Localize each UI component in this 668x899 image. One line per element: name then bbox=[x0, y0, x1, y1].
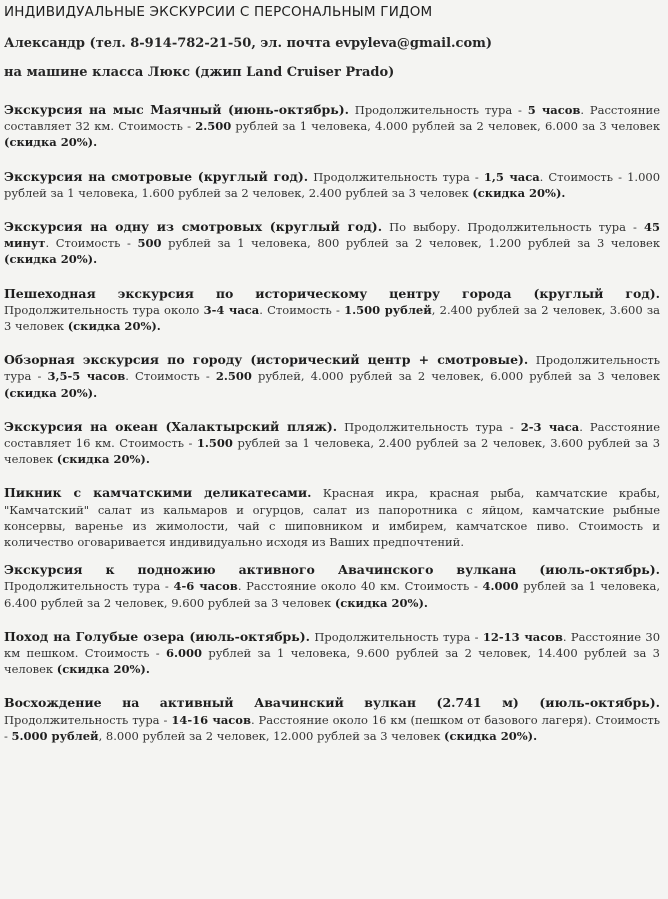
tour-item bbox=[4, 562, 660, 611]
tour-item bbox=[4, 352, 660, 401]
tour-name: Экскурсия к подножию активного Авачинского вулкана (июль-октябрь). bbox=[4, 562, 660, 578]
tour-item bbox=[4, 219, 660, 268]
tour-name: Обзорная экскурсия по городу (исторический центр + смотровые). bbox=[4, 352, 529, 368]
tour-price-rest: рублей за 1 человека, 4.000 рублей за 2 человек, 6.000 за 3 человек bbox=[235, 119, 661, 134]
tour-distance: . Расстояние около 40 км. Стоимость - bbox=[237, 579, 478, 594]
tour-item bbox=[4, 102, 660, 151]
tour-duration-label: Продолжительность тура - bbox=[4, 353, 661, 384]
tour-distance: . Расстояние 30 км пешком. Стоимость - bbox=[4, 629, 661, 661]
tour-distance: . Расстояние составляет 32 км. Стоимость - bbox=[4, 103, 661, 134]
tour-price-rest: 1.000 рублей за 1 человека, 1.600 рублей за 2 человек, 2.400 рублей за 3 человек bbox=[4, 169, 661, 200]
tour-duration-label: Продолжительность тура - bbox=[314, 629, 479, 644]
tour-duration: 2-3 часа bbox=[520, 419, 580, 434]
tour-name: Экскурсия на смотровые (круглый год). bbox=[4, 168, 309, 184]
document-title: ИНДИВИДУАЛЬНЫЕ ЭКСКУРСИИ С ПЕРСОНАЛЬНЫМ ГИДОМ bbox=[4, 4, 433, 20]
tour-duration-label: Продолжительность тура около bbox=[4, 302, 200, 317]
tour-discount: (скидка 20%). bbox=[4, 252, 98, 267]
tour-name: Экскурсия на одну из смотровых (круглый год). bbox=[4, 219, 383, 235]
tour-price: 1.500 bbox=[196, 436, 233, 451]
tour-duration-label: Продолжительность тура - bbox=[344, 419, 514, 434]
tour-price: 500 bbox=[137, 236, 162, 251]
tour-distance: . Стоимость - bbox=[539, 169, 623, 184]
tour-price-rest: , 8.000 рублей за 2 человек, 12.000 рублей за 3 человек bbox=[98, 728, 441, 743]
tour-discount: (скидка 20%). bbox=[56, 662, 150, 677]
tour-duration-label: Продолжительность тура - bbox=[313, 169, 479, 184]
tour-price-rest: рублей за 1 человека, 6.400 рублей за 2 человек, 9.600 рублей за 3 человек bbox=[4, 579, 661, 610]
tour-distance: . Стоимость - bbox=[125, 369, 210, 384]
tour-duration: 14-16 часов bbox=[171, 712, 251, 727]
picnic-name: Пикник с камчатскими деликатесами. bbox=[4, 485, 312, 501]
tour-price: 1.500 рублей bbox=[344, 302, 432, 317]
guide-contact: Александр (тел. 8-914-782-21-50, эл. почта evpyleva@gmail.com) bbox=[4, 36, 493, 51]
tour-discount: (скидка 20%). bbox=[4, 135, 98, 150]
tour-duration: 3-4 часа bbox=[203, 302, 260, 317]
tour-name: Восхождение на активный Авачинский вулкан (2.741 м) (июль-октябрь). bbox=[4, 695, 660, 711]
tour-discount: (скидка 20%). bbox=[4, 385, 98, 400]
tour-name: Экскурсия на мыс Маячный (июнь-октябрь). bbox=[4, 102, 349, 117]
tour-price-rest: рублей за 1 человека, 800 рублей за 2 человек, 1.200 рублей за 3 человек bbox=[168, 236, 661, 251]
tour-discount: (скидка 20%). bbox=[472, 185, 566, 200]
tour-name: Экскурсия на океан (Халактырский пляж). bbox=[4, 418, 338, 434]
tour-price-rest: , 2.400 рублей за 2 человек, 3.600 за 3 человек bbox=[4, 302, 661, 334]
tour-name: Пешеходная экскурсия по историческому центру города (круглый год). bbox=[4, 285, 660, 301]
tour-discount: (скидка 20%). bbox=[334, 595, 428, 610]
tour-discount: (скидка 20%). bbox=[56, 452, 150, 467]
tour-duration: 1,5 часа bbox=[483, 169, 540, 184]
tour-price-rest: рублей за 1 человека, 2.400 рублей за 2 человек, 3.600 рублей за 3 человек bbox=[4, 436, 661, 467]
tour-item bbox=[4, 419, 660, 468]
tour-discount: (скидка 20%). bbox=[67, 319, 161, 334]
tour-distance: . Расстояние около 16 км (пешком от базового лагеря). Стоимость - bbox=[4, 712, 661, 743]
tour-price-rest: рублей, 4.000 рублей за 2 человек, 6.000 рублей за 3 человек bbox=[258, 369, 661, 384]
tour-name: Поход на Голубые озера (июль-октябрь). bbox=[4, 628, 311, 644]
tour-duration: 5 часов bbox=[527, 103, 581, 117]
tour-duration-label: По выбору. Продолжительность тура - bbox=[389, 220, 637, 235]
tour-item bbox=[4, 629, 660, 678]
car-info: на машине класса Люкс (джип Land Cruiser Prado) bbox=[4, 65, 395, 80]
tour-price-rest: рублей за 1 человека, 9.600 рублей за 2 человек, 14.400 рублей за 3 человек bbox=[4, 646, 660, 677]
tour-price: 2.500 bbox=[195, 119, 232, 134]
tour-price: 6.000 bbox=[166, 646, 203, 661]
tour-item bbox=[4, 286, 660, 335]
tour-discount: (скидка 20%). bbox=[444, 728, 538, 743]
tour-distance: . Расстояние составляет 16 км. Стоимость - bbox=[4, 419, 661, 451]
tour-duration: 45 минут bbox=[4, 220, 661, 251]
tour-distance: . Стоимость - bbox=[45, 236, 131, 251]
tour-duration: 3,5-5 часов bbox=[47, 369, 126, 384]
tour-duration-label: Продолжительность тура - bbox=[354, 103, 522, 117]
tour-duration-label: Продолжительность тура - bbox=[4, 579, 169, 594]
tour-item bbox=[4, 169, 660, 201]
tour-item bbox=[4, 695, 660, 744]
tour-price: 5.000 рублей bbox=[11, 728, 99, 743]
tour-duration: 12-13 часов bbox=[482, 629, 563, 644]
picnic-item bbox=[4, 485, 660, 550]
tour-price: 2.500 bbox=[215, 369, 252, 384]
tour-duration: 4-6 часов bbox=[173, 579, 238, 594]
tour-duration-label: Продолжительность тура - bbox=[4, 712, 168, 727]
tour-distance: . Стоимость - bbox=[259, 302, 340, 317]
tour-price: 4.000 bbox=[482, 579, 519, 594]
picnic-text: Красная икра, красная рыба, камчатские крабы, "Камчатский" салат из кальмаров и огурцов, салат из папоротника с яйцом, камчатские рыбные консервы, варенье из жимолости, чай с шиповником и имбирем, камчатское пиво. Стоимость и количество оговаривается индивидуально исходя из Ваших предпочтений. bbox=[4, 486, 660, 550]
